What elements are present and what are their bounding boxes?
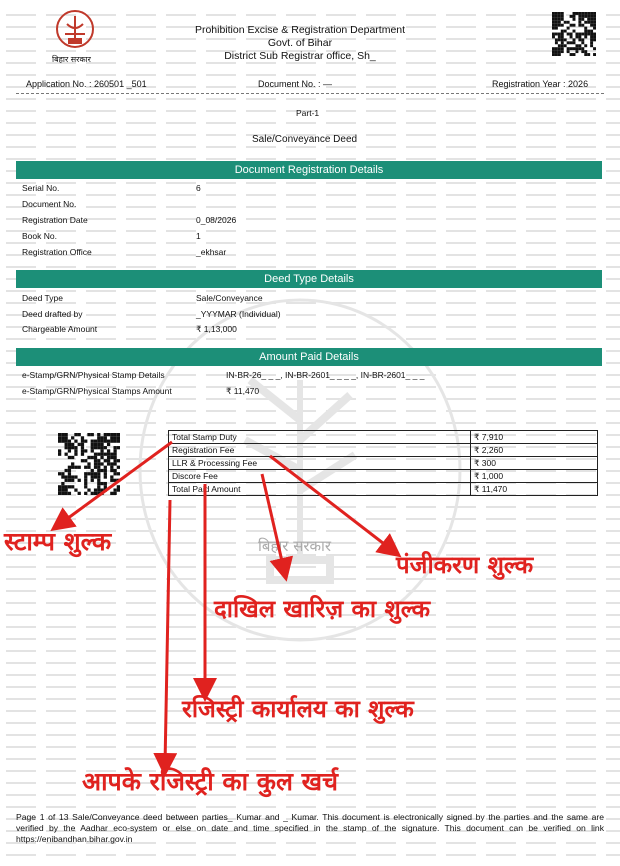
amount-label: e-Stamp/GRN/Physical Stamps Amount xyxy=(22,386,172,396)
fee-label: Registration Fee xyxy=(169,444,471,457)
section-deed-type: Deed Type Details xyxy=(16,270,602,288)
government-name: Govt. of Bihar xyxy=(267,37,333,49)
registration-year: Registration Year : 2026 xyxy=(492,79,589,89)
deed-label: Chargeable Amount xyxy=(22,324,98,334)
reg-value: 0_08/2026 xyxy=(196,215,237,225)
verification-link[interactable]: https://enibandhan.bihar.gov.in xyxy=(16,834,133,844)
fee-amount: ₹ 11,470 xyxy=(471,483,598,496)
reg-label: Document No. xyxy=(22,199,77,209)
deed-value: ₹ 1,13,000 xyxy=(196,324,237,334)
fee-label: LLR & Processing Fee xyxy=(169,457,471,470)
arrow-registration xyxy=(270,456,392,550)
deed-label: Deed Type xyxy=(22,293,63,303)
fee-amount: ₹ 7,910 xyxy=(471,431,598,444)
emblem-caption: बिहार सरकार xyxy=(52,55,91,64)
deed-value: Sale/Conveyance xyxy=(196,293,263,303)
reg-label: Serial No. xyxy=(22,183,60,193)
amount-value: IN-BR-26_ _ _, IN-BR-2601_ _ _ _, IN-BR-2601_ _ _ xyxy=(226,370,425,380)
reg-label: Registration Office xyxy=(22,247,92,257)
reg-value: 1 xyxy=(196,231,201,241)
reg-label: Registration Date xyxy=(22,215,88,225)
section-registration: Document Registration Details xyxy=(16,161,602,179)
amount-label: e-Stamp/GRN/Physical Stamp Details xyxy=(22,370,165,380)
fee-label: Total Paid Amount xyxy=(169,483,471,496)
arrow-mutation xyxy=(262,474,284,570)
department-name: Prohibition Excise & Registration Department xyxy=(194,24,406,36)
arrow-stamp xyxy=(60,442,172,524)
reg-value: _ekhsar xyxy=(196,247,227,257)
fee-label: Discore Fee xyxy=(169,470,471,483)
annotation-registration-fee: पंजीकरण शुल्क xyxy=(396,551,534,579)
footer-note xyxy=(16,812,604,845)
section-amount-paid: Amount Paid Details xyxy=(16,348,602,366)
footer-text: Page 1 of 13 Sale/Conveyance deed between parties_ Kumar and _ Kumar. This document is electronically signed by the parties and the same are verified by the Aadhar eco-system or else on date and time specified in the stamp of the signature. This document can be verified on link xyxy=(16,812,604,833)
deed-title: Sale/Conveyance Deed xyxy=(252,134,358,145)
annotation-total-cost: आपके रजिस्ट्री का कुल खर्च xyxy=(82,767,338,796)
office-name: District Sub Registrar office, Sh_ xyxy=(224,50,376,62)
document-number: Document No. : — xyxy=(258,79,333,89)
amount-value: ₹ 11,470 xyxy=(226,386,260,396)
part-label: Part-1 xyxy=(296,108,320,118)
application-number: Application No. : 260501 _501 xyxy=(26,79,147,89)
arrow-total xyxy=(165,500,170,765)
reg-label: Book No. xyxy=(22,231,57,241)
fee-label: Total Stamp Duty xyxy=(169,431,471,444)
watermark-caption: बिहार सरकार xyxy=(258,537,332,555)
fee-amount: ₹ 2,260 xyxy=(471,444,598,457)
annotation-stamp-duty: स्टाम्प शुल्क xyxy=(4,527,112,556)
fee-amount: ₹ 1,000 xyxy=(471,470,598,483)
deed-value: _YYYMAR (Individual) xyxy=(196,309,281,319)
deed-label: Deed drafted by xyxy=(22,309,83,319)
annotation-office-fee: रजिस्ट्री कार्यालय का शुल्क xyxy=(182,695,414,723)
reg-value: 6 xyxy=(196,183,201,193)
annotation-mutation-fee: दाखिल खारिज़ का शुल्क xyxy=(214,595,431,623)
fee-amount: ₹ 300 xyxy=(471,457,598,470)
